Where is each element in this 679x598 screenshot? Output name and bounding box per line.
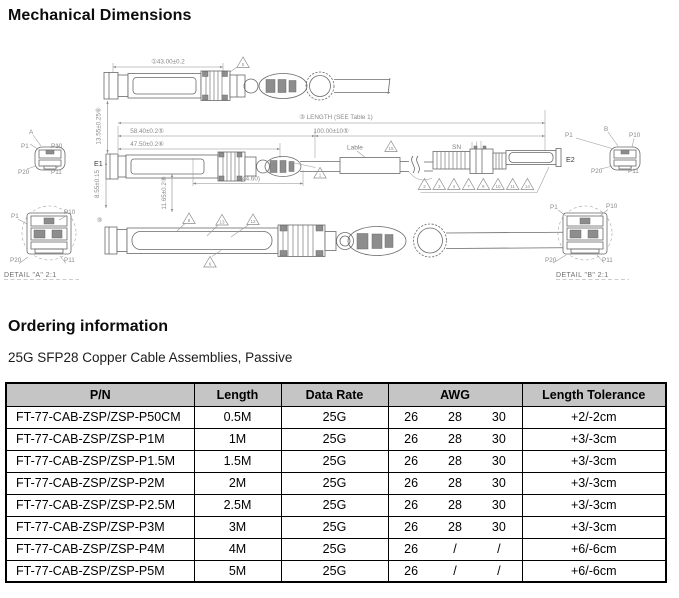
rate-cell: 25G [281,428,388,450]
note-flag-15: 15 [388,146,394,151]
table-row [6,560,666,582]
ordering-information-heading: Ordering information [8,318,168,335]
awg-cell [388,516,522,538]
dim-43-label: ①43.00±0.2 [151,58,185,66]
pin-p11-label: P11 [602,257,613,264]
length-cell: 5M [194,560,281,582]
note-flag-5: 5 [241,62,245,67]
col-header-data-rate: Data Rate [281,383,388,406]
pin-p20-label: P20 [18,169,30,176]
awg-value: 28 [448,432,462,446]
awg-value: 30 [491,432,506,446]
table-row [6,472,666,494]
mechanical-dimensions-heading: Mechanical Dimensions [8,7,192,24]
awg-cell [388,472,522,494]
pn-cell: FT-77-CAB-ZSP/ZSP-P5M [6,560,194,582]
awg-value: 30 [491,454,506,468]
detail-a-caption: DETAIL "A" 2:1 [4,272,57,279]
note-flag-number: 9 [482,184,485,190]
awg-value: 26 [404,410,419,424]
rate-cell: 25G [281,472,388,494]
pin-p20-label: P20 [591,168,603,175]
assembly-view [94,110,575,224]
awg-value: / [497,542,501,556]
tolerance-cell: +3/-3cm [522,472,666,494]
dim-100-label: 100.00±10⑤ [313,128,349,135]
pin-p11-label: P11 [628,168,639,175]
note-flag-number: 14 [524,184,530,190]
col-header-pn: P/N [6,383,194,406]
pn-cell: FT-77-CAB-ZSP/ZSP-P3M [6,516,194,538]
rate-cell: 25G [281,406,388,428]
length-cell: 0.5M [194,406,281,428]
detail-a-view [4,206,79,280]
ordering-table-container [5,382,667,583]
face-a-label: A [29,129,34,136]
awg-value: 26 [404,520,419,534]
table-row [6,494,666,516]
pin-p10-label: P10 [51,143,63,150]
dim-855-label: 8.55±0.15 [94,170,101,198]
awg-cell [388,406,522,428]
pin-p11-label: P11 [64,257,75,264]
awg-cell [388,428,522,450]
table-row [6,450,666,472]
pn-cell: FT-77-CAB-ZSP/ZSP-P1M [6,428,194,450]
length-cell: 1M [194,428,281,450]
pin-p10-label: P10 [64,209,76,216]
awg-value: / [497,563,501,578]
pn-cell: FT-77-CAB-ZSP/ZSP-P1.5M [6,450,194,472]
note-flag-number: 7 [467,184,470,190]
connector-face-b [565,126,641,175]
tolerance-cell: +3/-3cm [522,450,666,472]
flag-9-label: ⑨ [96,217,103,224]
sn-label: SN [452,144,462,151]
col-header-length-tolerance: Length Tolerance [522,383,666,406]
tolerance-cell: +6/-6cm [522,538,666,560]
awg-value: 28 [448,454,462,468]
note-flag-8: 8 [187,218,191,223]
tolerance-cell: +6/-6cm [522,560,666,582]
note-flag-number: 3 [437,184,441,190]
table-row [6,406,666,428]
col-header-awg: AWG [388,383,522,406]
col-header-length: Length [194,383,281,406]
pin-p10-label: P10 [606,203,618,210]
rate-cell: 25G [281,516,388,538]
pn-cell: FT-77-CAB-ZSP/ZSP-P4M [6,538,194,560]
pin-p10-label: P10 [629,132,641,139]
pin-p1-label: P1 [550,204,558,211]
dim-1355-label: 13.55±0.25⑥ [95,107,103,145]
order-table-body [6,406,666,582]
rate-cell: 25G [281,538,388,560]
top-side-view [96,57,391,153]
awg-value: 26 [404,476,419,490]
awg-cell [388,450,522,472]
mechanical-drawing [0,45,679,303]
awg-value: 28 [448,476,462,490]
pin-p20-label: P20 [545,257,557,264]
tolerance-cell: +3/-3cm [522,516,666,538]
awg-value: 26 [404,563,419,578]
rate-cell: 25G [281,450,388,472]
note-flag-1: 1 [318,172,322,178]
e2-flags-row [418,179,534,190]
e2-label: E2 [566,155,575,164]
awg-value: 30 [491,476,506,490]
table-row [6,428,666,450]
note-flag-13: 13 [219,219,225,225]
pin-p1-label: P1 [11,213,19,220]
awg-value: 28 [448,520,462,534]
note-flag-number: 11 [510,184,516,190]
cable-label-text: Lable [347,144,363,152]
rate-cell: 25G [281,560,388,582]
pn-cell: FT-77-CAB-ZSP/ZSP-P50CM [6,406,194,428]
awg-value: 30 [491,520,506,534]
dim-length-label: ③ LENGTH (SEE Table 1) [299,114,373,121]
detail-b-caption: DETAIL "B" 2:1 [556,272,609,279]
rate-cell: 25G [281,494,388,516]
length-cell: 4M [194,538,281,560]
tolerance-cell: +3/-3cm [522,494,666,516]
dim-4750-label: 47.50±0.2⑥ [130,141,164,148]
note-flag-number: 2 [423,184,426,190]
dim-1165-label: 11.65±0.2⑧ [161,176,168,210]
e1-label: E1 [94,159,103,168]
awg-value: 26 [404,454,419,468]
note-flag-number: 4 [452,184,456,190]
awg-cell [388,538,522,560]
awg-value: / [453,542,457,556]
connector-face-a [18,129,65,176]
awg-value: 26 [404,542,419,556]
pin-p1-label: P1 [21,143,29,150]
detail-b-view [545,203,629,280]
pin-p20-label: P20 [10,257,22,264]
pin-p1-label: P1 [565,132,573,139]
enlarged-connector-view [105,213,597,267]
tolerance-cell: +3/-3cm [522,428,666,450]
pn-cell: FT-77-CAB-ZSP/ZSP-P2.5M [6,494,194,516]
pn-cell: FT-77-CAB-ZSP/ZSP-P2M [6,472,194,494]
length-cell: 2M [194,472,281,494]
tolerance-cell: +2/-2cm [522,406,666,428]
awg-value: / [453,563,457,578]
note-flag-number: 10 [495,184,501,190]
awg-cell [388,494,522,516]
awg-cell [388,560,522,582]
table-row [6,538,666,560]
ordering-table [5,382,667,583]
awg-value: 28 [448,410,462,424]
length-cell: 1.5M [194,450,281,472]
awg-value: 30 [491,410,506,424]
table-header-row [6,383,666,406]
note-flag-6: 6 [208,261,212,267]
awg-value: 26 [404,432,419,446]
face-b-label: B [604,126,609,133]
pin-p11-label: P11 [51,169,62,176]
awg-value: 28 [448,498,462,512]
table-row [6,516,666,538]
dim-5840-label: 58.40±0.2⑤ [130,128,164,135]
awg-value: 30 [491,498,506,512]
note-flag-12: 12 [250,219,256,224]
length-cell: 3M [194,516,281,538]
awg-value: 26 [404,498,419,512]
length-cell: 2.5M [194,494,281,516]
dim-4460-label: (44.60) [240,175,260,183]
table-caption: 25G SFP28 Copper Cable Assemblies, Passive [8,350,293,365]
